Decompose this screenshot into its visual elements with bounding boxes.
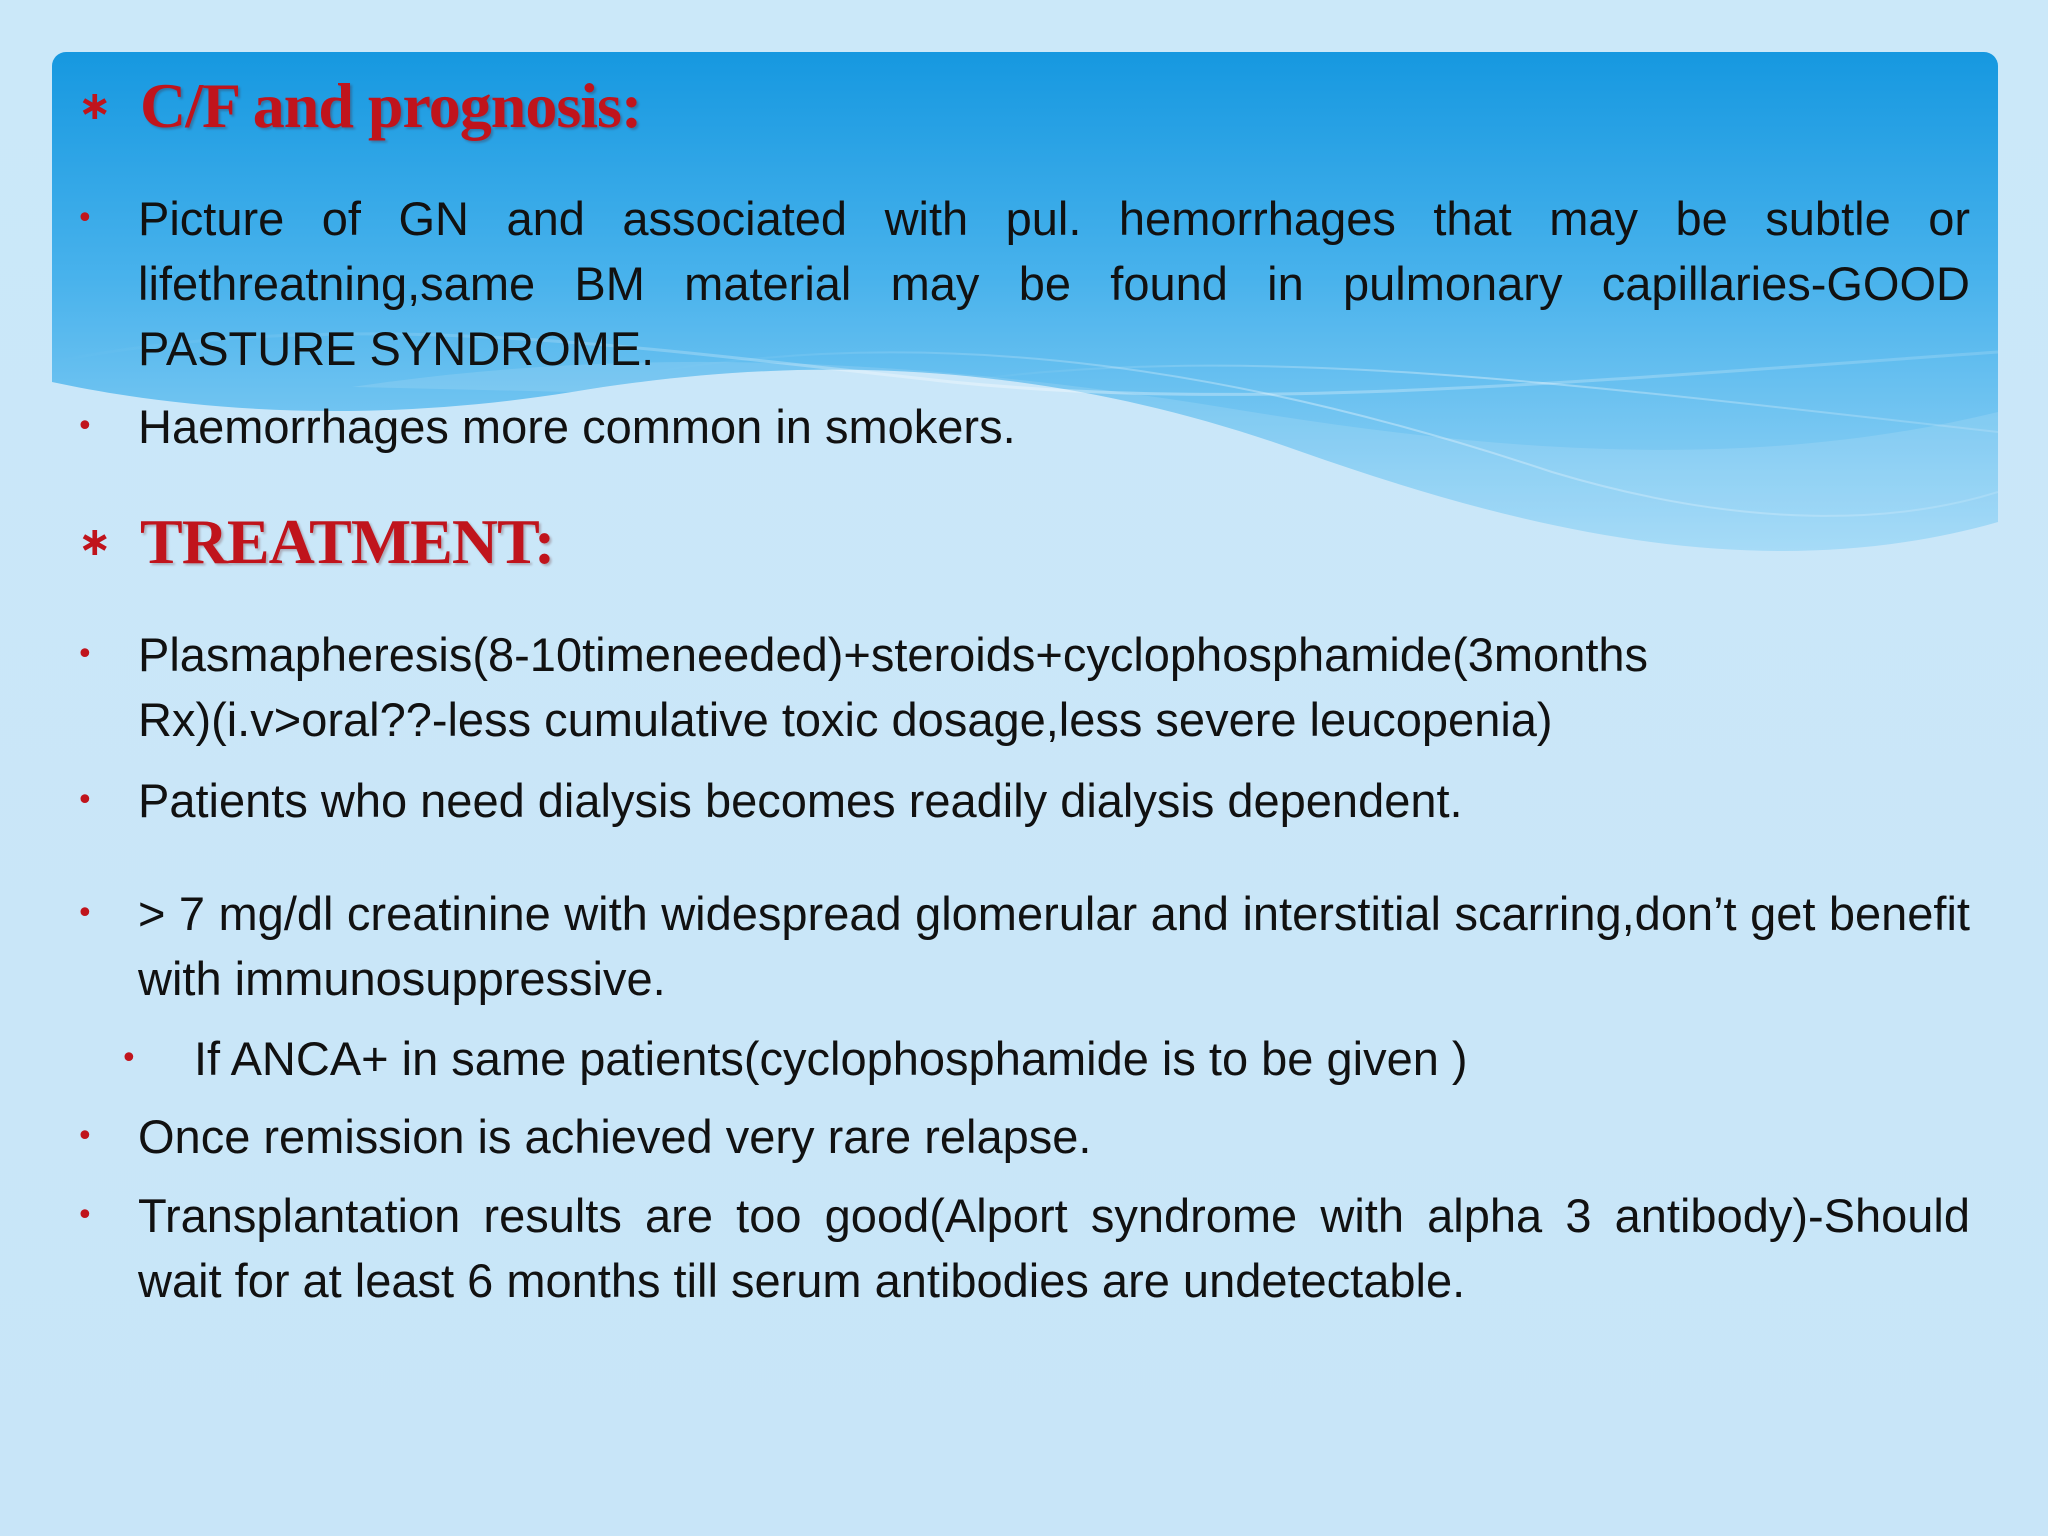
cf-prognosis-heading bbox=[78, 66, 641, 146]
asterisk-bullet-icon: ∗ bbox=[78, 519, 112, 565]
bullet-dot-icon: • bbox=[76, 637, 94, 672]
bullet-dot-icon: • bbox=[120, 1041, 138, 1076]
bullet-text: Picture of GN and associated with pul. hemorrhages that may be subtle or lifethreatning,same BM material may be found in pulmonary capillaries-GOOD PASTURE SYNDROME. bbox=[138, 192, 1970, 375]
list-item bbox=[72, 622, 1712, 752]
cf-prognosis-title: C/F and prognosis: bbox=[140, 70, 642, 141]
list-item bbox=[72, 881, 1970, 1011]
list-item bbox=[72, 394, 1970, 459]
list-item bbox=[72, 1104, 1970, 1169]
bullet-dot-icon: • bbox=[76, 201, 94, 236]
bullet-text: Patients who need dialysis becomes readily dialysis dependent. bbox=[138, 774, 1463, 827]
bullet-text: > 7 mg/dl creatinine with widespread glomerular and interstitial scarring,don’t get benefit with immunosuppressive. bbox=[138, 887, 1970, 1005]
list-item bbox=[72, 186, 1970, 381]
bullet-dot-icon: • bbox=[76, 1119, 94, 1154]
bullet-text: If ANCA+ in same patients(cyclophosphamide is to be given ) bbox=[194, 1032, 1468, 1085]
bullet-dot-icon: • bbox=[76, 409, 94, 444]
list-item bbox=[72, 1183, 1970, 1313]
bullet-dot-icon: • bbox=[76, 1198, 94, 1233]
bullet-dot-icon: • bbox=[76, 896, 94, 931]
treatment-heading bbox=[78, 502, 554, 582]
bullet-dot-icon: • bbox=[76, 783, 94, 818]
treatment-title: TREATMENT: bbox=[140, 506, 555, 577]
bullet-text: Once remission is achieved very rare relapse. bbox=[138, 1110, 1092, 1163]
list-item bbox=[72, 768, 1970, 833]
asterisk-bullet-icon: ∗ bbox=[78, 83, 112, 129]
bullet-text: Haemorrhages more common in smokers. bbox=[138, 400, 1016, 453]
bullet-text: Transplantation results are too good(Alport syndrome with alpha 3 antibody)-Should wait for at least 6 months till serum antibodies are undetectable. bbox=[138, 1189, 1970, 1307]
list-item-sub bbox=[116, 1026, 1970, 1091]
bullet-text: Plasmapheresis(8-10timeneeded)+steroids+cyclophosphamide(3months Rx)(i.v>oral??-less cumulative toxic dosage,less severe leucopenia) bbox=[138, 628, 1649, 746]
